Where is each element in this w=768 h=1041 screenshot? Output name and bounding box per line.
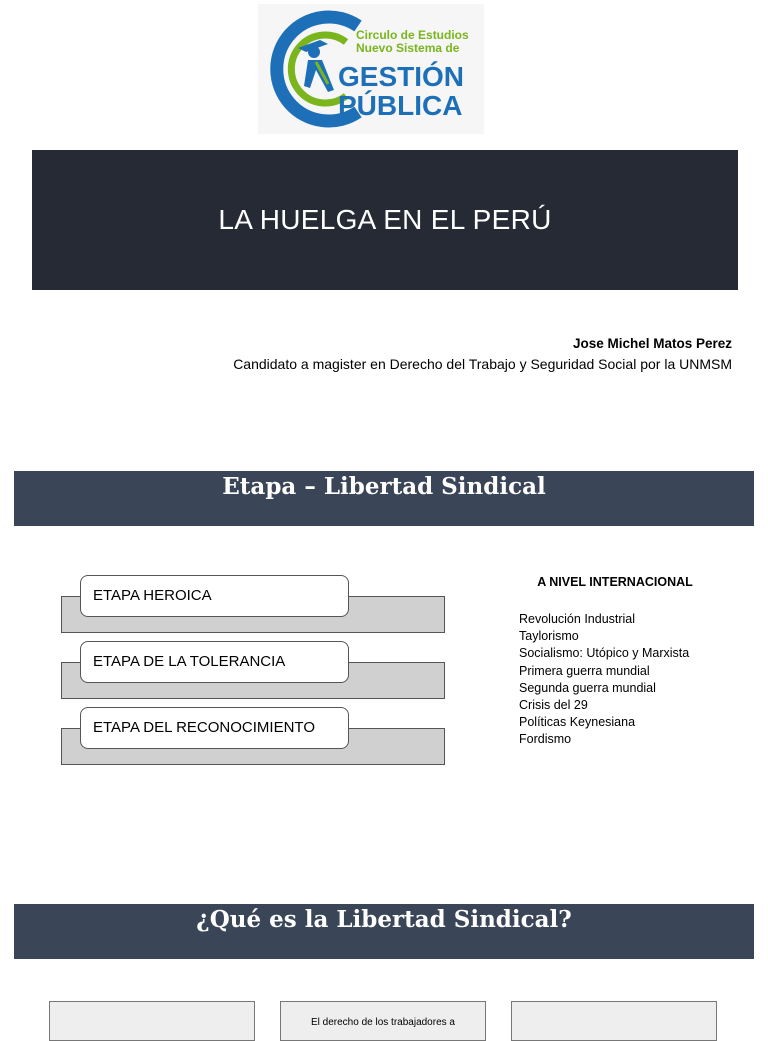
section-heading-que-es	[14, 904, 754, 959]
section-heading-text: Etapa – Libertad Sindical	[222, 473, 546, 500]
international-title: A NIVEL INTERNACIONAL	[537, 575, 693, 589]
section-heading-text: ¿Qué es la Libertad Sindical?	[196, 906, 572, 933]
definition-card	[49, 1001, 255, 1041]
logo-line-2: Nuevo Sistema de	[356, 41, 460, 55]
author-block	[233, 334, 732, 374]
page-title: LA HUELGA EN EL PERÚ	[218, 204, 552, 235]
logo-line-1: Circulo de Estudios	[356, 28, 469, 42]
logo	[258, 4, 484, 134]
author-name: Jose Michel Matos Perez	[572, 336, 732, 351]
logo-line-4: PÚBLICA	[338, 90, 463, 121]
stage-item	[80, 575, 349, 617]
author-role: Candidato a magister en Derecho del Trabajo y Seguridad Social por la UNMSM	[233, 356, 732, 372]
section-heading-etapa	[14, 471, 754, 526]
international-list	[519, 611, 689, 749]
definition-card	[280, 1001, 486, 1041]
list-item: Socialismo: Utópico y Marxista	[519, 646, 690, 661]
list-item: Crisis del 29	[519, 698, 588, 713]
list-item: Revolución Industrial	[519, 612, 636, 626]
list-item: Fordismo	[519, 732, 572, 747]
stage-item	[80, 707, 349, 749]
list-item: Políticas Keynesiana	[519, 715, 636, 730]
stage-label: ETAPA DE LA TOLERANCIA	[93, 653, 286, 670]
logo-line-3: GESTIÓN	[338, 61, 465, 92]
card-text: El derecho de los trabajadores a	[311, 1017, 455, 1028]
title-banner	[32, 150, 738, 290]
list-item: Taylorismo	[519, 629, 579, 644]
stage-label: ETAPA DEL RECONOCIMIENTO	[93, 719, 315, 736]
definition-card	[511, 1001, 717, 1041]
stage-item	[80, 641, 349, 683]
stage-label: ETAPA HEROICA	[93, 587, 212, 604]
list-item: Primera guerra mundial	[519, 663, 650, 678]
list-item: Segunda guerra mundial	[519, 680, 656, 695]
